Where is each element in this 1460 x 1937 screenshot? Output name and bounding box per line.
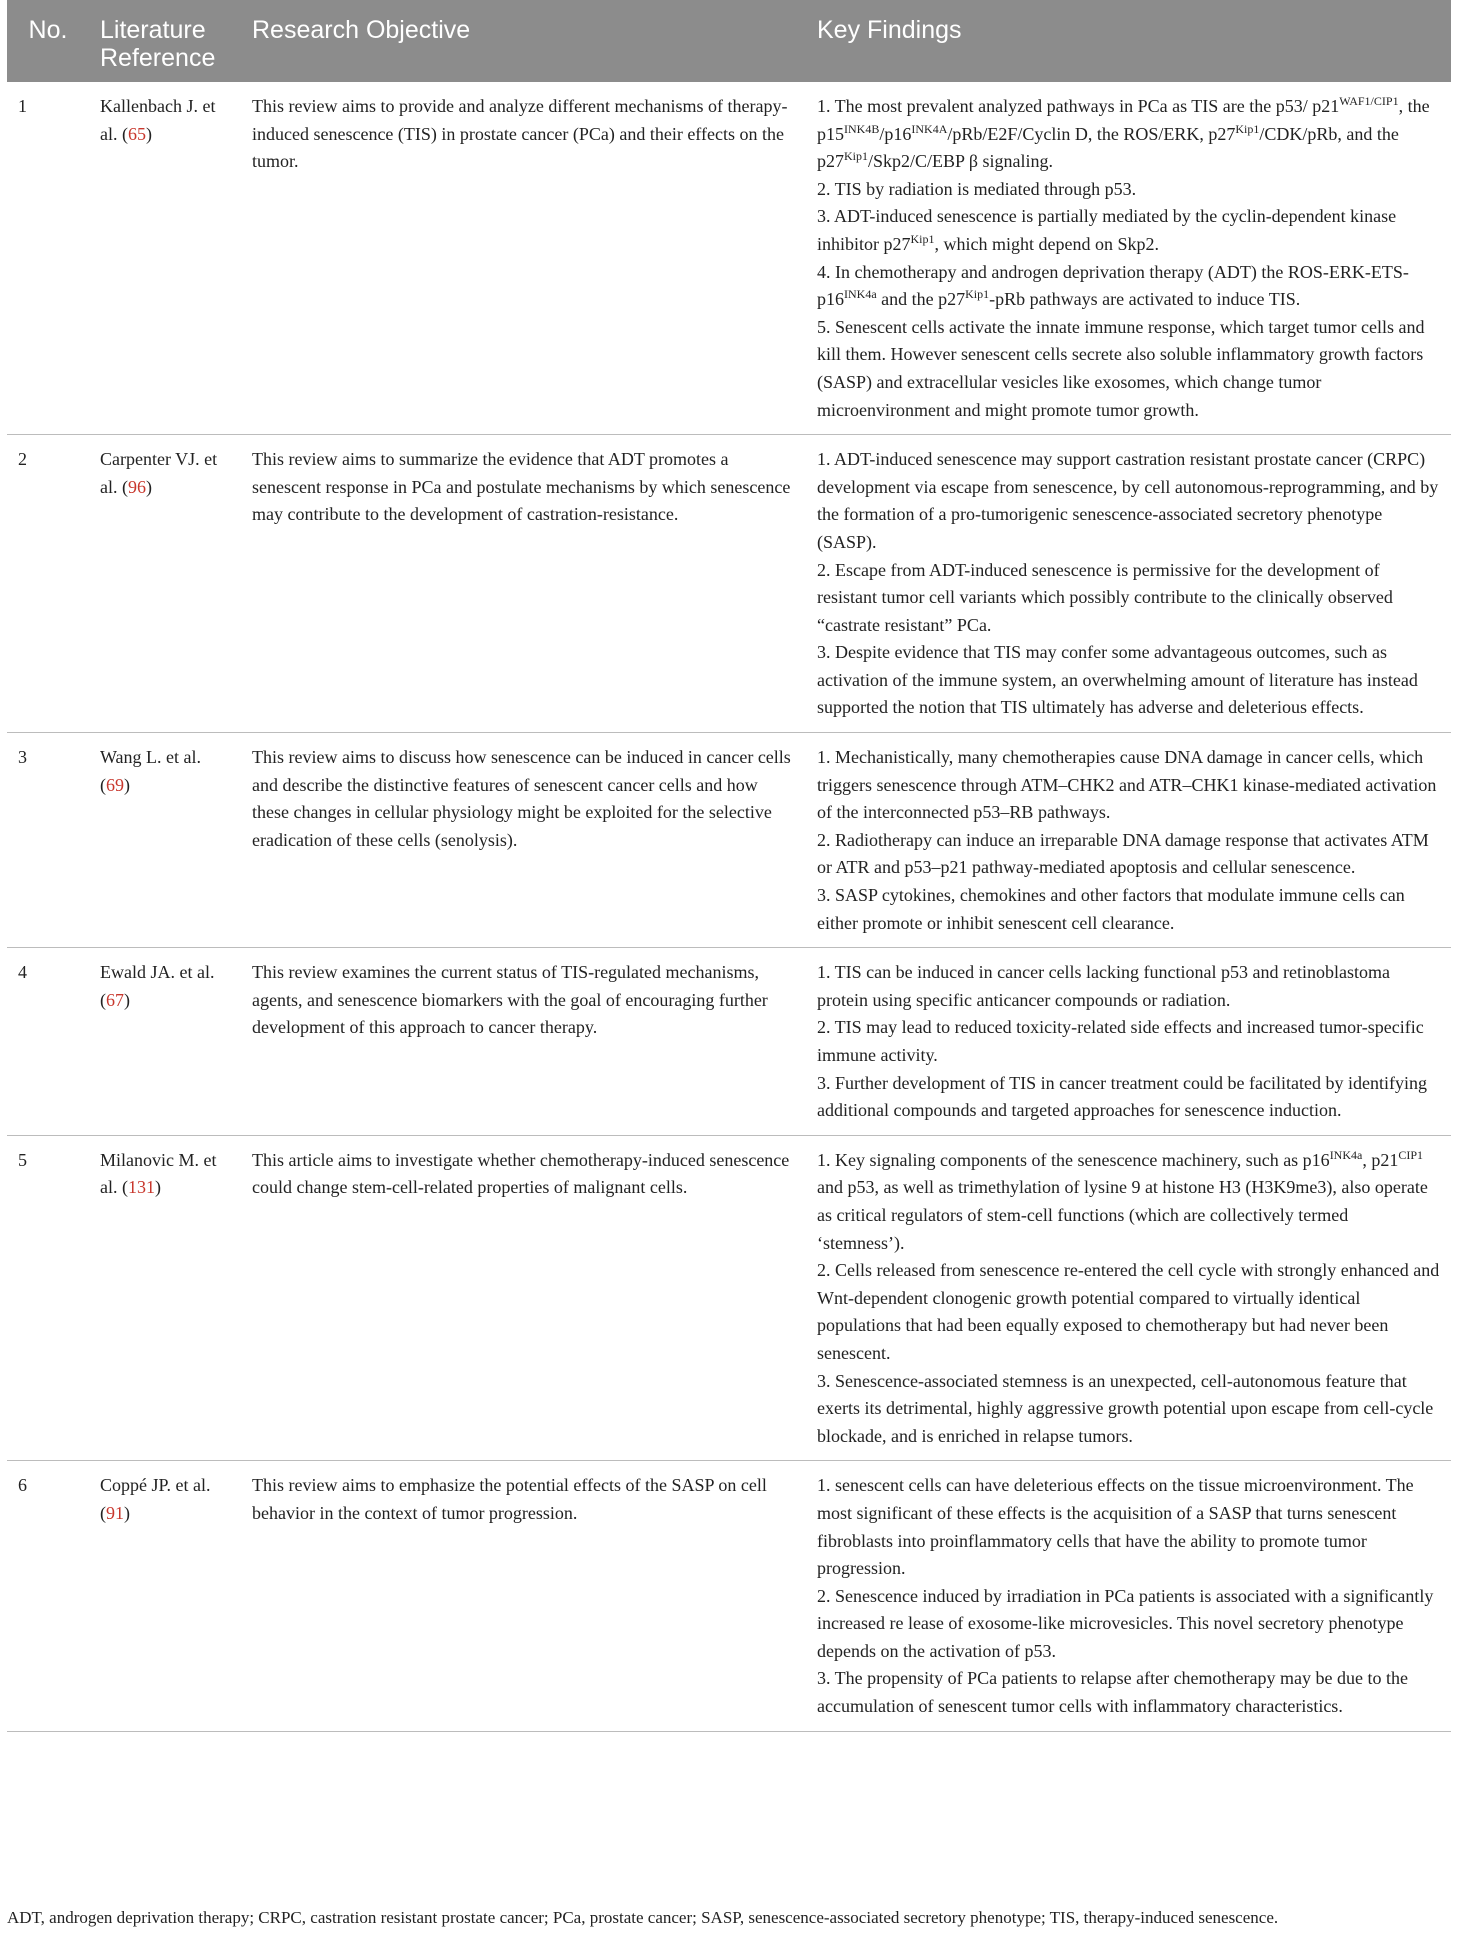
author-text: Coppé JP. et al. ( (100, 1475, 211, 1523)
key-findings-cell (806, 733, 1451, 948)
finding-item: 1. Key signaling components of the senescence machinery, such as $p16^{INK4a}$, $p21^{CIP1}$ and p53, as well as trimethylation of lysine 9 at histone H3 (H3K9me3), also operate as critical regulators of stem-cell functions (which are collectively termed ‘stemness’). (817, 1147, 1428, 1253)
research-objective-cell: This review examines the current status of TIS-regulated mechanisms, agents, and senescence biomarkers with the goal of encouraging further development of this approach to cancer therapy. (241, 948, 806, 1136)
finding-item: 4. In chemotherapy and androgen deprivation therapy (ADT) the ROS-$ERK-ETS-p16^{INK4a}$ and the $p27^{Kip1}$-pRb pathways are activated to induce TIS. (817, 261, 1409, 310)
row-number: 4 (7, 948, 89, 1136)
table-row (7, 948, 1451, 1136)
table-row (7, 1135, 1451, 1461)
research-objective-cell: This review aims to emphasize the potential effects of the SASP on cell behavior in the context of tumor progression. (241, 1461, 806, 1731)
key-findings-cell (806, 948, 1451, 1136)
reference-link[interactable]: 91 (106, 1502, 124, 1523)
reference-close-paren: ) (145, 476, 152, 497)
literature-table-container (7, 0, 1451, 1732)
finding-item: 1. ADT-induced senescence may support castration resistant prostate cancer (CRPC) development via escape from senescence, by cell autonomous-reprogramming, and by the formation of a pro-tumorigenic senescence-associated secretory phenotype (SASP). (817, 449, 1439, 552)
research-objective-cell: This review aims to provide and analyze different mechanisms of therapy-induced senescence (TIS) in prostate cancer (PCa) and their effects on the tumor. (241, 82, 806, 435)
author-text: Ewald JA. et al. ( (100, 962, 215, 1010)
table-row (7, 435, 1451, 733)
literature-reference-cell (89, 1135, 241, 1461)
finding-item: 3. Despite evidence that TIS may confer some advantageous outcomes, such as activation of the immune system, an overwhelming amount of literature has instead supported the notion that TIS ultimately has adverse and deleterious effects. (817, 642, 1418, 718)
header-literature-reference: Literature Reference (89, 0, 241, 82)
finding-item: 2. TIS may lead to reduced toxicity-related side effects and increased tumor-specific immune activity. (817, 1017, 1424, 1065)
research-objective-cell: This article aims to investigate whether chemotherapy-induced senescence could change stem-cell-related properties of malignant cells. (241, 1135, 806, 1461)
finding-item: 5. Senescent cells activate the innate immune response, which target tumor cells and kill them. However senescent cells secrete also soluble inflammatory growth factors (SASP) and extracellular vesicles like exosomes, which change tumor microenvironment and might promote tumor growth. (817, 316, 1425, 420)
literature-table (7, 0, 1451, 1732)
table-body (7, 82, 1451, 1731)
finding-item: 3. ADT-induced senescence is partially mediated by the cyclin-dependent kinase inhibitor $p27^{Kip1}$, which might depend on Skp2. (817, 206, 1397, 254)
finding-item: 2. Radiotherapy can induce an irreparable DNA damage response that activates ATM or ATR and p53–p21 pathway-mediated apoptosis and cellular senescence. (817, 829, 1429, 878)
author-text: Carpenter VJ. et al. ( (100, 449, 218, 497)
reference-close-paren: ) (124, 774, 130, 795)
finding-item: 1. Mechanistically, many chemotherapies cause DNA damage in cancer cells, which triggers senescence through ATM–CHK2 and ATR–CHK1 kinase-mediated activation of the interconnected p53–RB pathways. (817, 747, 1437, 823)
row-number: 5 (7, 1135, 89, 1461)
table-row (7, 82, 1451, 435)
header-no: No. (7, 0, 89, 82)
finding-item: 2. Cells released from senescence re-entered the cell cycle with strongly enhanced and Wnt-dependent clonogenic growth potential compared to virtually identical populations that had been equally exposed to chemotherapy but had never been senescent. (817, 1260, 1440, 1363)
finding-item: 1. The most prevalent analyzed pathways in PCa as TIS are the p53/ $p21^{WAF1/CIP1}$, the $p15^{INK4B}/p16^{INK4A}/pRb/E2F$/Cyclin D, the ROS/ERK, $p27^{Kip1}/CDK$/pRb, and the $p27^{Kip1}/Skp2/C$/EBP β signaling. (817, 94, 1430, 172)
literature-reference-cell (89, 1461, 241, 1731)
finding-item: 1. TIS can be induced in cancer cells lacking functional p53 and retinoblastoma protein using specific anticancer compounds or radiation. (817, 962, 1390, 1010)
finding-item: 2. Senescence induced by irradiation in PCa patients is associated with a significantly increased re lease of exosome-like microvesicles. This novel secretory phenotype depends on the activation of p53. (817, 1585, 1434, 1661)
finding-item: 2. Escape from ADT-induced senescence is permissive for the development of resistant tumor cell variants which possibly contribute to the clinically observed “castrate resistant” PCa. (817, 559, 1393, 635)
reference-close-paren: ) (145, 123, 152, 144)
table-footnote: ADT, androgen deprivation therapy; CRPC, castration resistant prostate cancer; PCa, prostate cancer; SASP, senescence-associated secretory phenotype; TIS, therapy-induced senescence. (7, 1908, 1279, 1927)
reference-link[interactable]: 65 (127, 123, 146, 144)
research-objective-cell: This review aims to summarize the evidence that ADT promotes a senescent response in PCa and postulate mechanisms by which senescence may contribute to the development of castration-resistance. (241, 435, 806, 733)
literature-reference-cell (89, 733, 241, 948)
reference-link[interactable]: 96 (127, 476, 146, 497)
author-text: Milanovic M. et al. ( (100, 1149, 217, 1198)
literature-reference-cell (89, 82, 241, 435)
key-findings-cell (806, 82, 1451, 435)
row-number: 2 (7, 435, 89, 733)
author-text: Kallenbach J. et al. ( (100, 96, 216, 144)
author-text: Wang L. et al. ( (100, 747, 202, 795)
header-research-objective: Research Objective (241, 0, 806, 82)
reference-link[interactable]: 67 (106, 989, 124, 1010)
finding-item: 3. The propensity of PCa patients to relapse after chemotherapy may be due to the accumulation of senescent tumor cells with inflammatory characteristics. (817, 1668, 1408, 1717)
key-findings-cell (806, 1135, 1451, 1461)
reference-link[interactable]: 69 (106, 774, 124, 795)
finding-item: 3. SASP cytokines, chemokines and other factors that modulate immune cells can either promote or inhibit senescent cell clearance. (817, 885, 1405, 933)
reference-close-paren: ) (124, 989, 130, 1010)
finding-item: 2. TIS by radiation is mediated through p53. (817, 178, 1137, 199)
table-row (7, 1461, 1451, 1731)
key-findings-cell (806, 435, 1451, 733)
row-number: 1 (7, 82, 89, 435)
row-number: 3 (7, 733, 89, 948)
reference-close-paren: ) (124, 1502, 130, 1523)
finding-item: 3. Senescence-associated stemness is an unexpected, cell-autonomous feature that exerts its detrimental, highly aggressive growth potential upon escape from cell-cycle blockade, and is enriched in relapse tumors. (817, 1370, 1434, 1446)
finding-item: 1. senescent cells can have deleterious effects on the tissue microenvironment. The most significant of these effects is the acquisition of a SASP that turns senescent fibroblasts into proinflammatory cells that have the ability to promote tumor progression. (817, 1475, 1414, 1579)
key-findings-cell (806, 1461, 1451, 1731)
table-row (7, 733, 1451, 948)
finding-item: 3. Further development of TIS in cancer treatment could be facilitated by identifying additional compounds and targeted approaches for senescence induction. (817, 1072, 1427, 1121)
literature-reference-cell (89, 435, 241, 733)
header-key-findings: Key Findings (806, 0, 1451, 82)
reference-link[interactable]: 131 (127, 1177, 155, 1198)
row-number: 6 (7, 1461, 89, 1731)
reference-close-paren: ) (154, 1177, 161, 1198)
research-objective-cell: This review aims to discuss how senescence can be induced in cancer cells and describe the distinctive features of senescent cancer cells and how these changes in cellular physiology might be exploited for the selective eradication of these cells (senolysis). (241, 733, 806, 948)
header-row (7, 0, 1451, 82)
literature-reference-cell (89, 948, 241, 1136)
